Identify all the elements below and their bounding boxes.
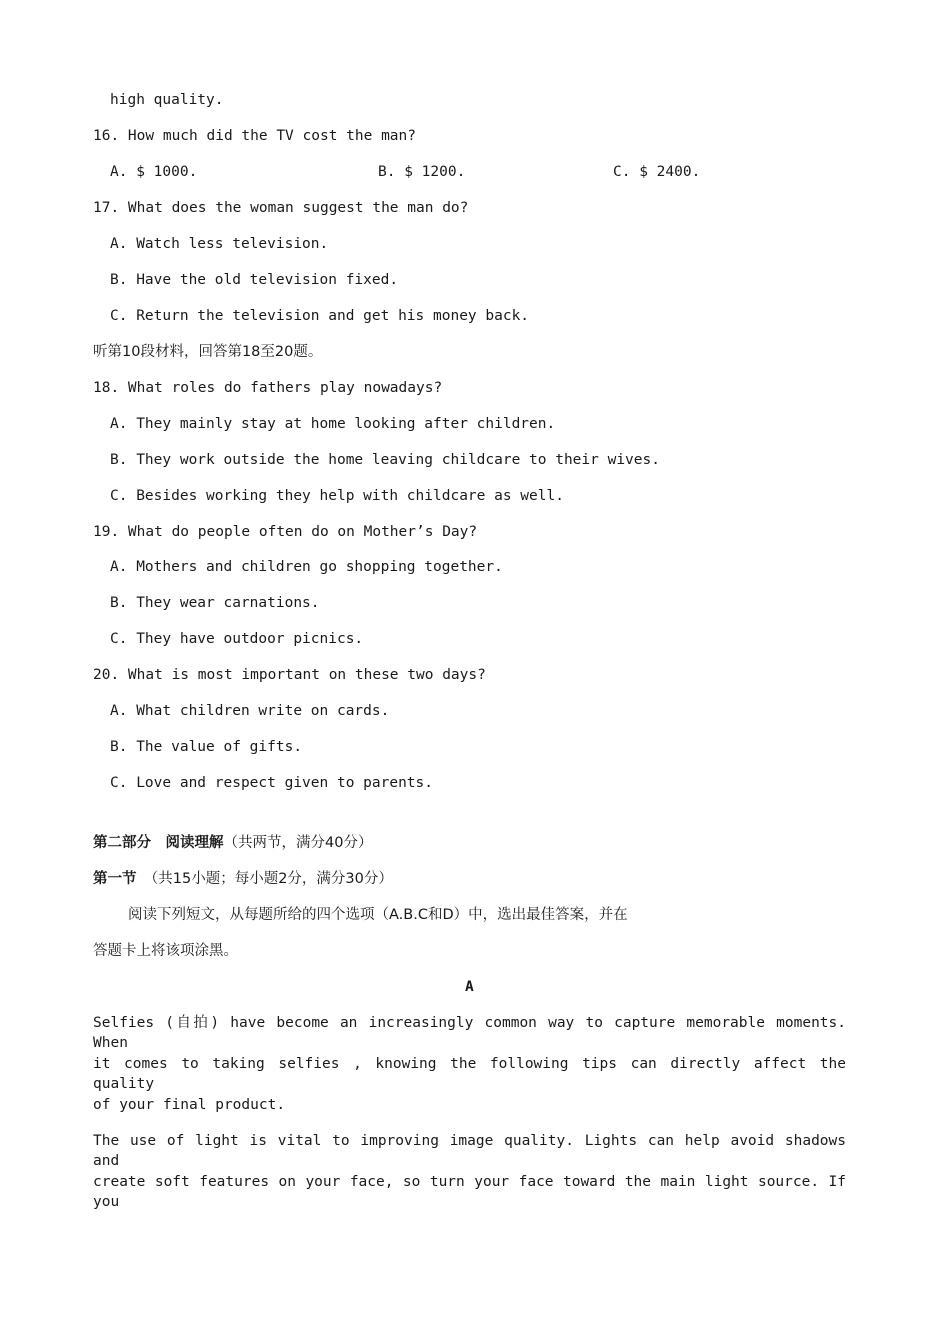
question-18: 18. What roles do fathers play nowadays? [93, 380, 443, 396]
passage-paragraph-1-line-1: Selfies (自拍) have become an increasingly common way to capture memorable moments. When [93, 1015, 846, 1051]
section-1-heading [93, 869, 393, 889]
q16-option-a: A. $ 1000. [110, 164, 198, 180]
q19-option-c: C. They have outdoor picnics. [110, 631, 364, 647]
continued-option-text: high quality. [110, 92, 224, 108]
q16-option-c: C. $ 2400. [613, 164, 701, 180]
q20-option-a: A. What children write on cards. [110, 703, 390, 719]
q18-option-c: C. Besides working they help with childcare as well. [110, 488, 564, 504]
passage-paragraph-2-line-1: The use of light is vital to improving image quality. Lights can help avoid shadows and [93, 1133, 846, 1169]
question-20: 20. What is most important on these two days? [93, 667, 486, 683]
section-1-score: （共15小题；每小题2分，满分30分） [136, 871, 393, 887]
passage-paragraph-2-line-2: create soft features on your face, so turn your face toward the main light source. If you [93, 1174, 846, 1210]
passage-paragraph-1-line-2: it comes to taking selfies , knowing the following tips can directly affect the quality [93, 1056, 846, 1092]
question-19: 19. What do people often do on Mother’s Day? [93, 524, 478, 540]
part-2-heading [93, 833, 372, 853]
q17-option-a: A. Watch less television. [110, 236, 329, 252]
q20-option-c: C. Love and respect given to parents. [110, 775, 434, 791]
part-2-score: （共两节，满分40分） [223, 835, 373, 851]
q17-option-b: B. Have the old television fixed. [110, 272, 399, 288]
q17-option-c: C. Return the television and get his money back. [110, 308, 530, 324]
part-2-title: 第二部分 阅读理解 [93, 835, 224, 851]
q19-option-b: B. They wear carnations. [110, 595, 320, 611]
q18-option-a: A. They mainly stay at home looking after children. [110, 416, 556, 432]
q20-option-b: B. The value of gifts. [110, 739, 303, 755]
question-16: 16. How much did the TV cost the man? [93, 128, 417, 144]
section-1-title: 第一节 [93, 871, 137, 887]
q18-option-b: B. They work outside the home leaving childcare to their wives. [110, 452, 660, 468]
instructions-line-1: 阅读下列短文，从每题所给的四个选项（A.B.C和D）中，选出最佳答案，并在 [128, 907, 628, 923]
q16-option-b: B. $ 1200. [378, 164, 466, 180]
passage-title: A [465, 979, 474, 995]
passage-paragraph-1-line-3: of your final product. [93, 1097, 286, 1113]
instructions-line-2: 答题卡上将该项涂黑。 [93, 943, 238, 959]
question-17: 17. What does the woman suggest the man do? [93, 200, 469, 216]
section-10-heading: 听第10段材料，回答第18至20题。 [93, 344, 323, 360]
q19-option-a: A. Mothers and children go shopping together. [110, 559, 503, 575]
